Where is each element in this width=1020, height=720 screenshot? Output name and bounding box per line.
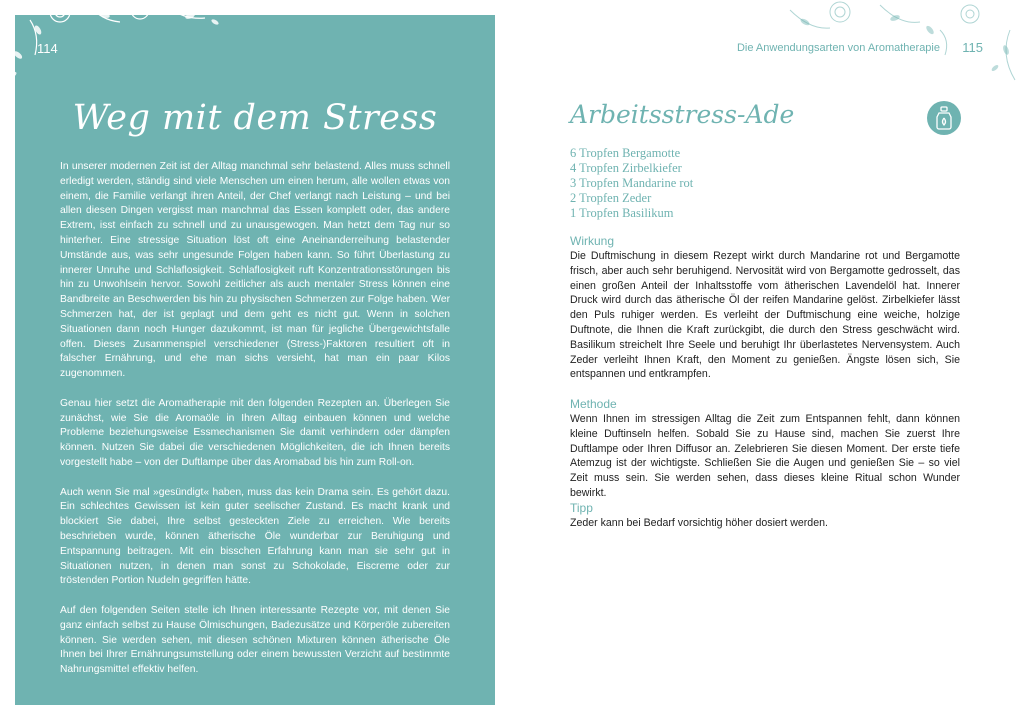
ingredient-item: 2 Tropfen Zeder — [570, 191, 652, 205]
methode-text: Wenn Ihnen im stressigen Alltag die Zeit zum Entspannen fehlt, dann können kleine Duftinseln helfen. Sobald Sie zu Hause sind, machen Sie zuerst Ihre Duftlampe oder Ihren Diffusor an. Zelebrieren Sie diesen Moment. Der erste tiefe Atemzug ist der wichtigste. Schließen Sie die Augen und genießen Sie – so viel Zeit muss sein. Sie werden sehen, dass dieses kleine Ritual schon Wunder bewirkt. — [570, 413, 960, 499]
methode-heading: Methode — [570, 397, 617, 411]
ingredient-item: 1 Tropfen Basilikum — [570, 206, 674, 220]
left-paragraph-4: Auf den folgenden Seiten stelle ich Ihnen interessante Rezepte vor, mit denen Sie ganz einfach selbst zu Hause Ölmischungen, Badezusätze und Körperöle zubereiten können. Sie werden sehen, mit diesen schönen Mixturen können ätherische Öle Ihnen bei Ihrer Ernährungsumstellung oder einem bewussten Verzicht auf bestimmte Nahrungsmittel effektiv helfen. — [60, 604, 450, 676]
left-paragraph-3: Auch wenn Sie mal »gesündigt« haben, muss das kein Drama sein. Es gehört dazu. Ein schlechtes Gewissen ist kein guter seelischer Zustand. Es macht krank und blockiert Sie dabei, Ihre selbst gesteckten Ziele zu erreichen. Wie bereits beschrieben wurde, können ätherische Öle wunderbar zur Beruhigung und Entspannung beitragen. Mit ein bisschen Erfahrung kann man sie sehr gut in Situationen nutzen, in denen man sonst zu Schokolade, Eiscreme oder zur tröstenden Portion Nudeln gegriffen hätte. — [60, 486, 450, 587]
left-paragraph-2: Genau hier setzt die Aromatherapie mit den folgenden Rezepten an. Überlegen Sie zunächst, wie Sie die Aromaöle in Ihren Alltag einbauen können und welche Probleme beziehungsweise Essmechanismen Sie damit verhindern oder dämpfen können. Nutzen Sie dabei die verschiedenen Möglichkeiten, die ich Ihnen bereits vorgestellt habe – von der Duftlampe über das Aromabad bis hin zum Roll-on. — [60, 397, 450, 468]
wirkung-heading: Wirkung — [570, 234, 615, 248]
recipe-badge — [927, 101, 961, 135]
ingredient-item: 3 Tropfen Mandarine rot — [570, 176, 694, 190]
oil-bottle-icon — [927, 101, 961, 135]
left-paragraph-1: In unserer modernen Zeit ist der Alltag manchmal sehr belastend. Alles muss schnell erledigt werden, ständig sind viele Menschen um einen herum, alle wollen etwas von einem, die Familie verlangt ihren Anteil, der Chef verlangt nach Leistung – und bei allen diesen Dingen vergisst man manchmal das Essen komplett oder, das andere Extrem, isst einfach zu schnell und zu unausgewogen. Man hetzt dem Tag nur so hinterher. Eine stressige Situation löst oft eine Aneinanderreihung belastender Umstände aus, was sehr ungesunde Folgen haben kann. So führt Überlastung zu innerer Unruhe und Schlaflosigkeit. Schlaflosigkeit ruft Konzentrationsstörungen bis hin zu Unwohlsein hervor. Sowohl zeitlicher als auch mentaler Stress können eine Bandbreite an Beschwerden bis hin zu physischen Schmerzen zur Folge haben. Wer Schmerzen hat, der ist geplagt und dem geht es nicht gut. Wenn in solchen Situationen dann noch Hunger dazukommt, ist man für jegliche Übergewichtsfalle offen. Dieses Zusammenspiel verschiedener (Stress-)Faktoren resultiert oft in falscher Ernährung, und ehe man sichs versieht, hat man ein paar Kilos zugenommen. — [60, 161, 450, 380]
page-number-left: 114 — [37, 41, 58, 56]
ingredient-list — [570, 146, 960, 221]
floral-decoration-top-left — [0, 0, 240, 110]
tipp-text: Zeder kann bei Bedarf vorsichtig höher dosiert werden. — [570, 517, 828, 529]
page-number-right: 115 — [962, 40, 983, 55]
ingredient-item: 4 Tropfen Zirbelkiefer — [570, 161, 682, 175]
wirkung-text: Die Duftmischung in diesem Rezept wirkt durch Mandarine rot und Bergamotte frisch, aber auch sehr beruhigend. Nervosität wird von Bergamotte gedrosselt, das einen großen Anteil der Inhaltsstoffe vom ätherischen Lavendelöl hat. Innerer Druck wird durch das ätherische Öl der reifen Mandarine gelöst. Zirbelkiefer lässt den Puls ruhiger werden. Es verleiht der Duftmischung eine weiche, holzige Duftnote, die Ihnen die Kraft zurückgibt, die durch den Stress geschwächt wird. Basilikum streichelt Ihre Seele und beruhigt Ihr überlastetes Nervensystem. Auch Zeder verleiht Ihnen Kraft, den Moment zu genießen. Ängste lösen sich, Sie entspannen und entkrampfen. — [570, 250, 960, 381]
running-header: Die Anwendungsarten von Aromatherapie — [736, 42, 940, 54]
left-page-title: Weg mit dem Stress — [72, 98, 438, 138]
ingredient-item: 6 Tropfen Bergamotte — [570, 146, 681, 160]
left-body-text — [60, 160, 450, 693]
tipp-heading: Tipp — [570, 501, 593, 515]
recipe-title: Arbeitsstress-Ade — [570, 100, 795, 129]
